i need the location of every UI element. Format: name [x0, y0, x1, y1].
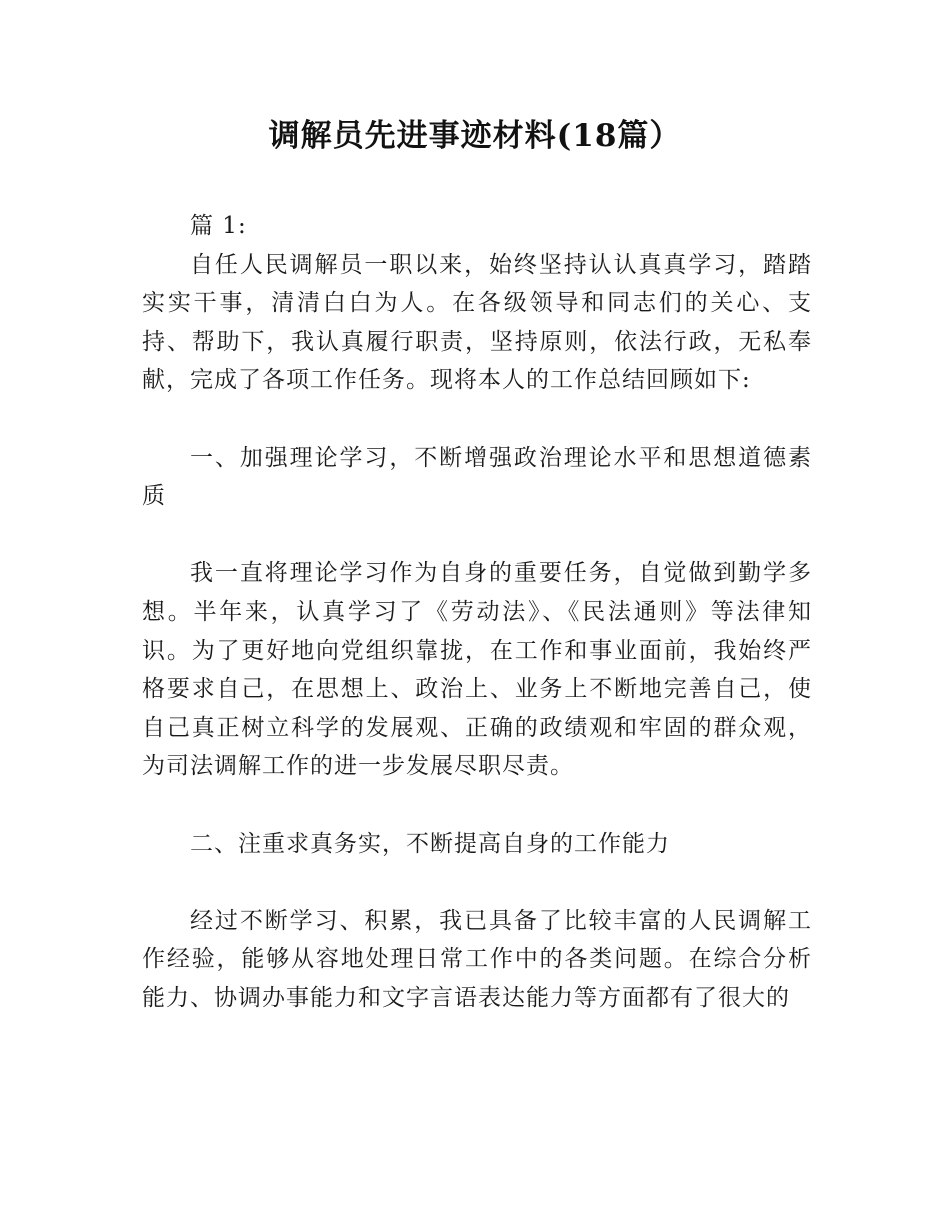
paragraph-gap [142, 400, 812, 439]
paragraph-work-ability: 经过不断学习、积累，我已具备了比较丰富的人民调解工作经验，能够从容地处理日常工作中的各类问题。在综合分析能力、协调办事能力和文字言语表达能力等方面都有了很大的 [142, 907, 812, 1011]
paragraph-gap [142, 786, 812, 825]
paragraph-gap [142, 516, 812, 555]
heading-section-one: 一、加强理论学习，不断增强政治理论水平和思想道德素质 [142, 444, 812, 510]
paragraph-intro: 自任人民调解员一职以来，始终坚持认认真真学习，踏踏实实干事，清清白白为人。在各级领导和同志们的关心、支持、帮助下，我认真履行职责，坚持原则，依法行政，无私奉献，完成了各项工作任务。现将本人的工作总结回顾如下: [142, 251, 812, 394]
paragraph-theory-study: 我一直将理论学习作为自身的重要任务，自觉做到勤学多想。半年来，认真学习了《劳动法》、《民法通则》等法律知识。为了更好地向党组织靠拢，在工作和事业面前，我始终严格要求自己，在思想上、政治上、业务上不断地完善自己，使自己真正树立科学的发展观、正确的政绩观和牢固的群众观，为司法调解工作的进一步发展尽职尽责。 [142, 560, 812, 780]
paragraph-gap [142, 863, 812, 902]
heading-section-two: 二、注重求真务实，不断提高自身的工作能力 [190, 830, 670, 857]
document-title: 调解员先进事迹材料(18篇） [268, 118, 682, 154]
section-label: 篇 1: [190, 213, 247, 239]
document-body [142, 207, 812, 1017]
